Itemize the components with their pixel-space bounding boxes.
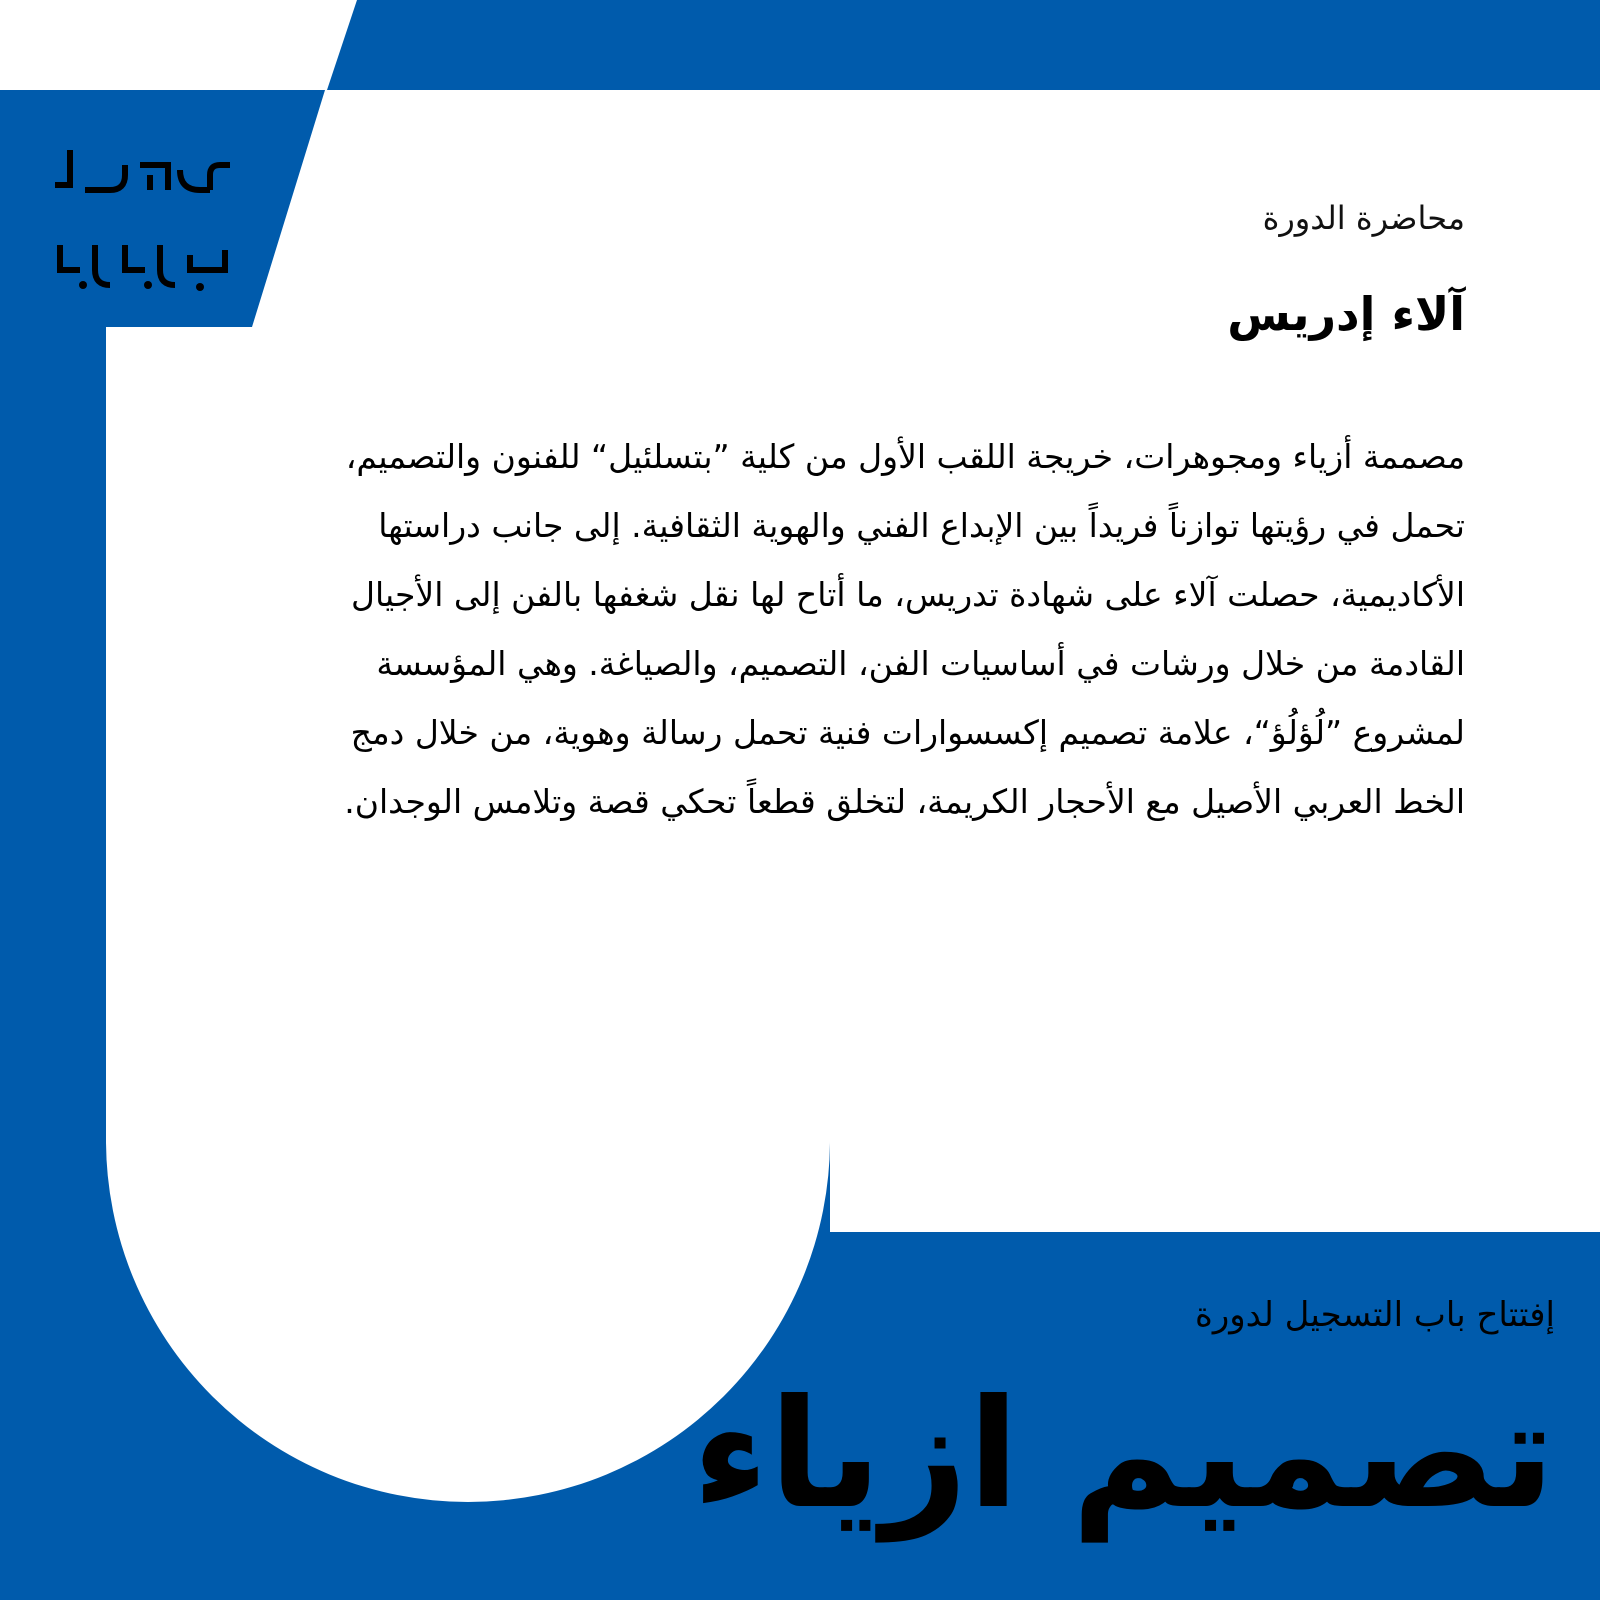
- course-title: تصميم ازياء: [692, 1368, 1555, 1542]
- lecturer-name: آلاء إدريس: [1227, 287, 1465, 341]
- markaz-logo-icon: [50, 145, 235, 295]
- registration-announcement: إفتتاح باب التسجيل لدورة: [1195, 1295, 1555, 1335]
- lecturer-bio: مصممة أزياء ومجوهرات، خريجة اللقب الأول من كلية ”بتسلئيل“ للفنون والتصميم، تحمل في رؤيتها توازناً فريداً بين الإبداع الفني والهوية الثقافية. إلى جانب دراستها الأكاديمية، حصلت آلاء على شهادة تدريس، ما أتاح لها نقل شغفها بالفن إلى الأجيال القادمة من خلال ورشات في أساسيات الفن، التصميم، والصياغة. وهي المؤسسة لمشروع ”لُؤلُؤ“، علامة تصميم إكسسوارات فنية تحمل رسالة وهوية، من خلال دمج الخط العربي الأصيل مع الأحجار الكريمة، لتخلق قطعاً تحكي قصة وتلامس الوجدان.: [344, 437, 1465, 821]
- course-lecture-label: محاضرة الدورة: [1262, 199, 1465, 237]
- top-blue-band: [327, 0, 1600, 90]
